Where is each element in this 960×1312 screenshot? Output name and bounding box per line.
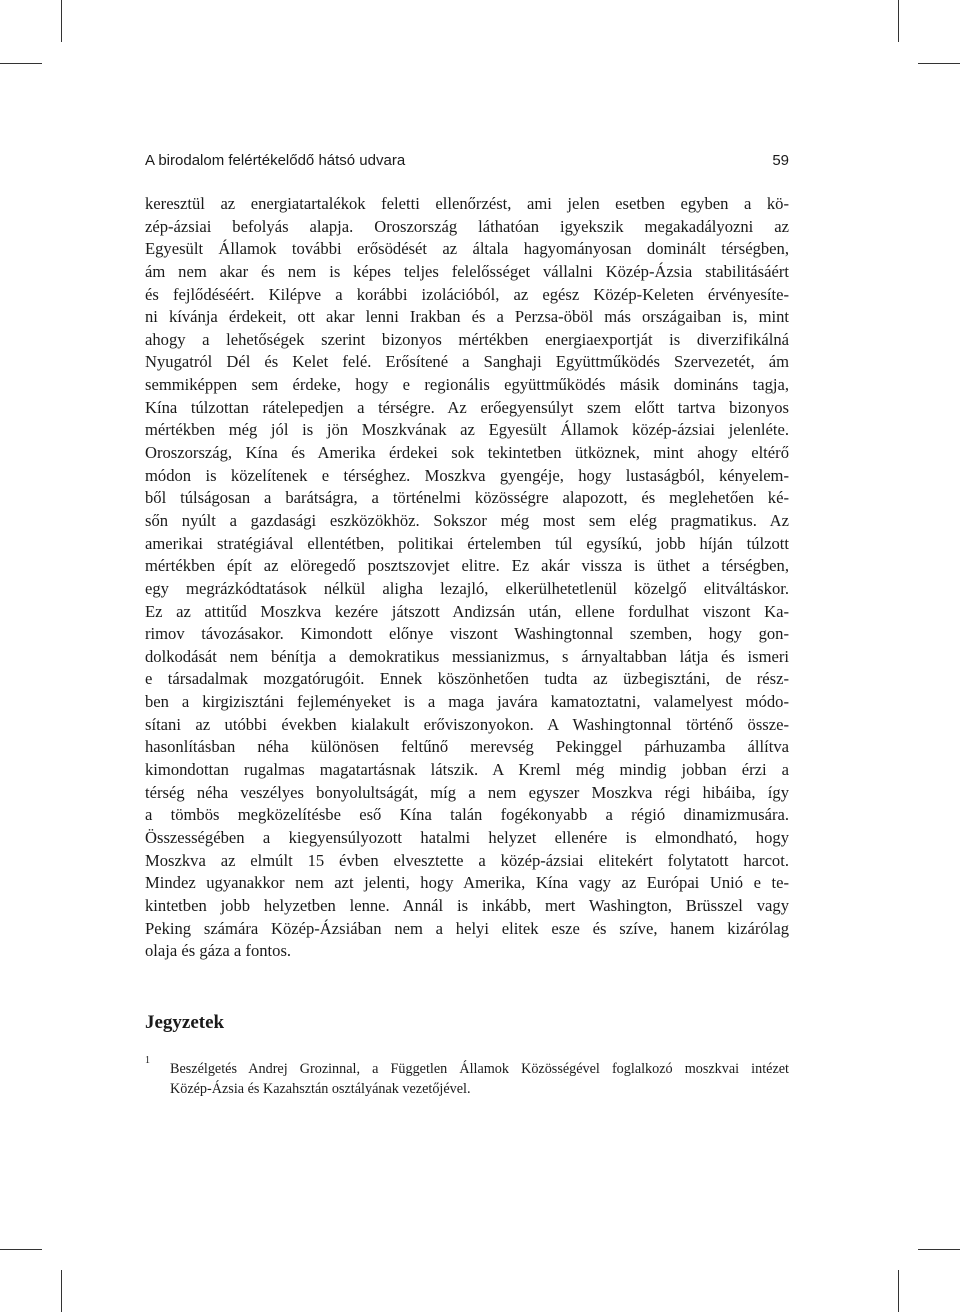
text-line: ahogy a lehetőségek szerint bizonyos mértékben energiaexportját is diverzifikálná <box>145 329 789 349</box>
text-line: rimov távozásakor. Kimondott előnye viszont Washingtonnal szemben, hogy gon- <box>145 624 789 644</box>
text-line: sítani az utóbbi években kialakult erőviszonyokon. A Washingtonnal történő össze- <box>145 714 789 734</box>
text-line: olaja és gáza a fontos. <box>145 941 292 961</box>
text-line: mértékben épít az elöregedő posztszovjet elitre. Ez akár vissza is üthet a térségben, <box>145 556 789 576</box>
footnote-line: Közép-Ázsia és Kazahsztán osztályának vezetőjével. <box>170 1081 471 1097</box>
text-line: térség néha veszélyes bonyolultságát, míg a nem egyszer Moszkva régi hibáiba, így <box>145 782 789 802</box>
text-line: egy megrázkódtatások nélkül aligha lezajló, elkerülhetetlenül közelgő elitváltáskor. <box>145 578 789 598</box>
footnote-number: 1 <box>145 1055 150 1066</box>
crop-mark-top-right-vertical <box>898 0 899 42</box>
text-line: ben a kirgizisztáni fejleményeket is a maga javára kamatoztatni, valamelyest módo- <box>145 692 789 712</box>
page-number: 59 <box>772 152 789 169</box>
crop-mark-top-left-vertical <box>61 0 62 42</box>
text-line: dolkodását nem bénítja a demokratikus messianizmus, s árnyaltabban látja és ismeri <box>145 646 789 666</box>
crop-mark-top-right-horizontal <box>918 63 960 64</box>
footnote-line: Beszélgetés Andrej Grozinnal, a Független Államok Közösségével foglalkozó moszkvai intézet <box>170 1061 789 1077</box>
text-line: kintetben jobb helyzetben lenne. Annál is inkább, mert Washington, Brüsszel vagy <box>145 895 789 915</box>
text-line: Peking számára Közép-Ázsiában nem a helyi elitek esze és szíve, hanem kizárólag <box>145 918 789 938</box>
text-line: zép-ázsiai befolyás alapja. Oroszország láthatóan igyekszik megakadályozni az <box>145 216 789 236</box>
notes-heading: Jegyzetek <box>145 1012 225 1033</box>
text-line: Összességében a kiegyensúlyozott hatalmi helyzet ellenére is elmondható, hogy <box>145 827 789 847</box>
text-line: ni kívánja érdekeit, ott akar lenni Irakban és a Perzsa-öböl más országaiban is, mint <box>145 307 789 327</box>
running-title: A birodalom felértékelődő hátsó udvara <box>145 152 406 169</box>
text-line: módon is közelítenek e térséghez. Moszkva gyengéje, hogy lustaságból, kényelem- <box>145 465 789 485</box>
text-line: Nyugatról Dél és Kelet felé. Erősítené a Sanghaji Együttműködés Szervezetét, ám <box>145 352 789 372</box>
text-line: e társadalmak mozgatórugóit. Ennek köszönhetően tudta az üzbegisztáni, de rész- <box>145 669 789 689</box>
crop-mark-bottom-left-vertical <box>61 1270 62 1312</box>
crop-mark-top-left-horizontal <box>0 63 42 64</box>
text-line: Moszkva az elmúlt 15 évben elvesztette a közép-ázsiai elitekért folytatott harcot. <box>145 850 789 870</box>
text-line: Egyesült Államok további erősödését az általa hagyományosan dominált térségben, <box>145 239 789 259</box>
text-line: keresztül az energiatartalékok feletti ellenőrzést, ami jelen esetben egyben a kö- <box>145 194 789 213</box>
text-line: ám nem akar és nem is képes teljes felelősséget vállalni Közép-Ázsia stabilitásáért <box>145 261 789 281</box>
text-line: ből túlságosan a barátságra, a történelmi közösségre alapozott, és meglehetően ké- <box>145 488 789 508</box>
text-line: és fejlődéséért. Kilépve a korábbi izolációból, az egész Közép-Keleten érvényesíte- <box>145 284 789 304</box>
text-line: hasonlításban néha különösen feltűnő merevség Pekinggel párhuzamba állítva <box>145 737 789 757</box>
text-line: Kína túlzottan rátelepedjen a térségre. Az erőegyensúlyt szem előtt tartva bizonyos <box>145 397 789 417</box>
running-header <box>145 152 789 174</box>
text-line: Mindez ugyanakkor nem azt jelenti, hogy Amerika, Kína vagy az Európai Unió e te- <box>145 873 789 893</box>
text-line: mértékben még jól is jön Moszkvának az Egyesült Államok közép-ázsiai jelenléte. <box>145 420 789 440</box>
text-line: kimondottan rugalmas magatartásnak látszik. A Kreml még mindig jobban érzi a <box>145 760 789 780</box>
text-line: sőn nyúlt a gazdasági eszközökhöz. Sokszor még most sem elég pragmatikus. Az <box>145 510 789 530</box>
crop-mark-bottom-right-vertical <box>898 1270 899 1312</box>
text-line: a tömbös megközelítésbe eső Kína talán fogékonyabb a régió dinamizmusára. <box>145 805 789 825</box>
crop-mark-bottom-right-horizontal <box>918 1249 960 1250</box>
text-line: amerikai stratégiával ellentétben, politikai értelemben túl egysíkú, jobb híján túlzott <box>145 533 789 553</box>
crop-mark-bottom-left-horizontal <box>0 1249 42 1250</box>
text-line: Oroszország, Kína és Amerika érdekei sok tekintetben ütköznek, mint ahogy eltérő <box>145 443 789 463</box>
body-paragraph <box>145 193 789 963</box>
footnote-text <box>170 1059 789 1099</box>
text-line: semmiképpen sem érdeke, hogy e regionális együttműködés másik domináns tagja, <box>145 375 789 395</box>
text-line: Ez az attitűd Moszkva kezére játszott Andizsán után, ellene fordulhat viszont Ka- <box>145 601 789 621</box>
